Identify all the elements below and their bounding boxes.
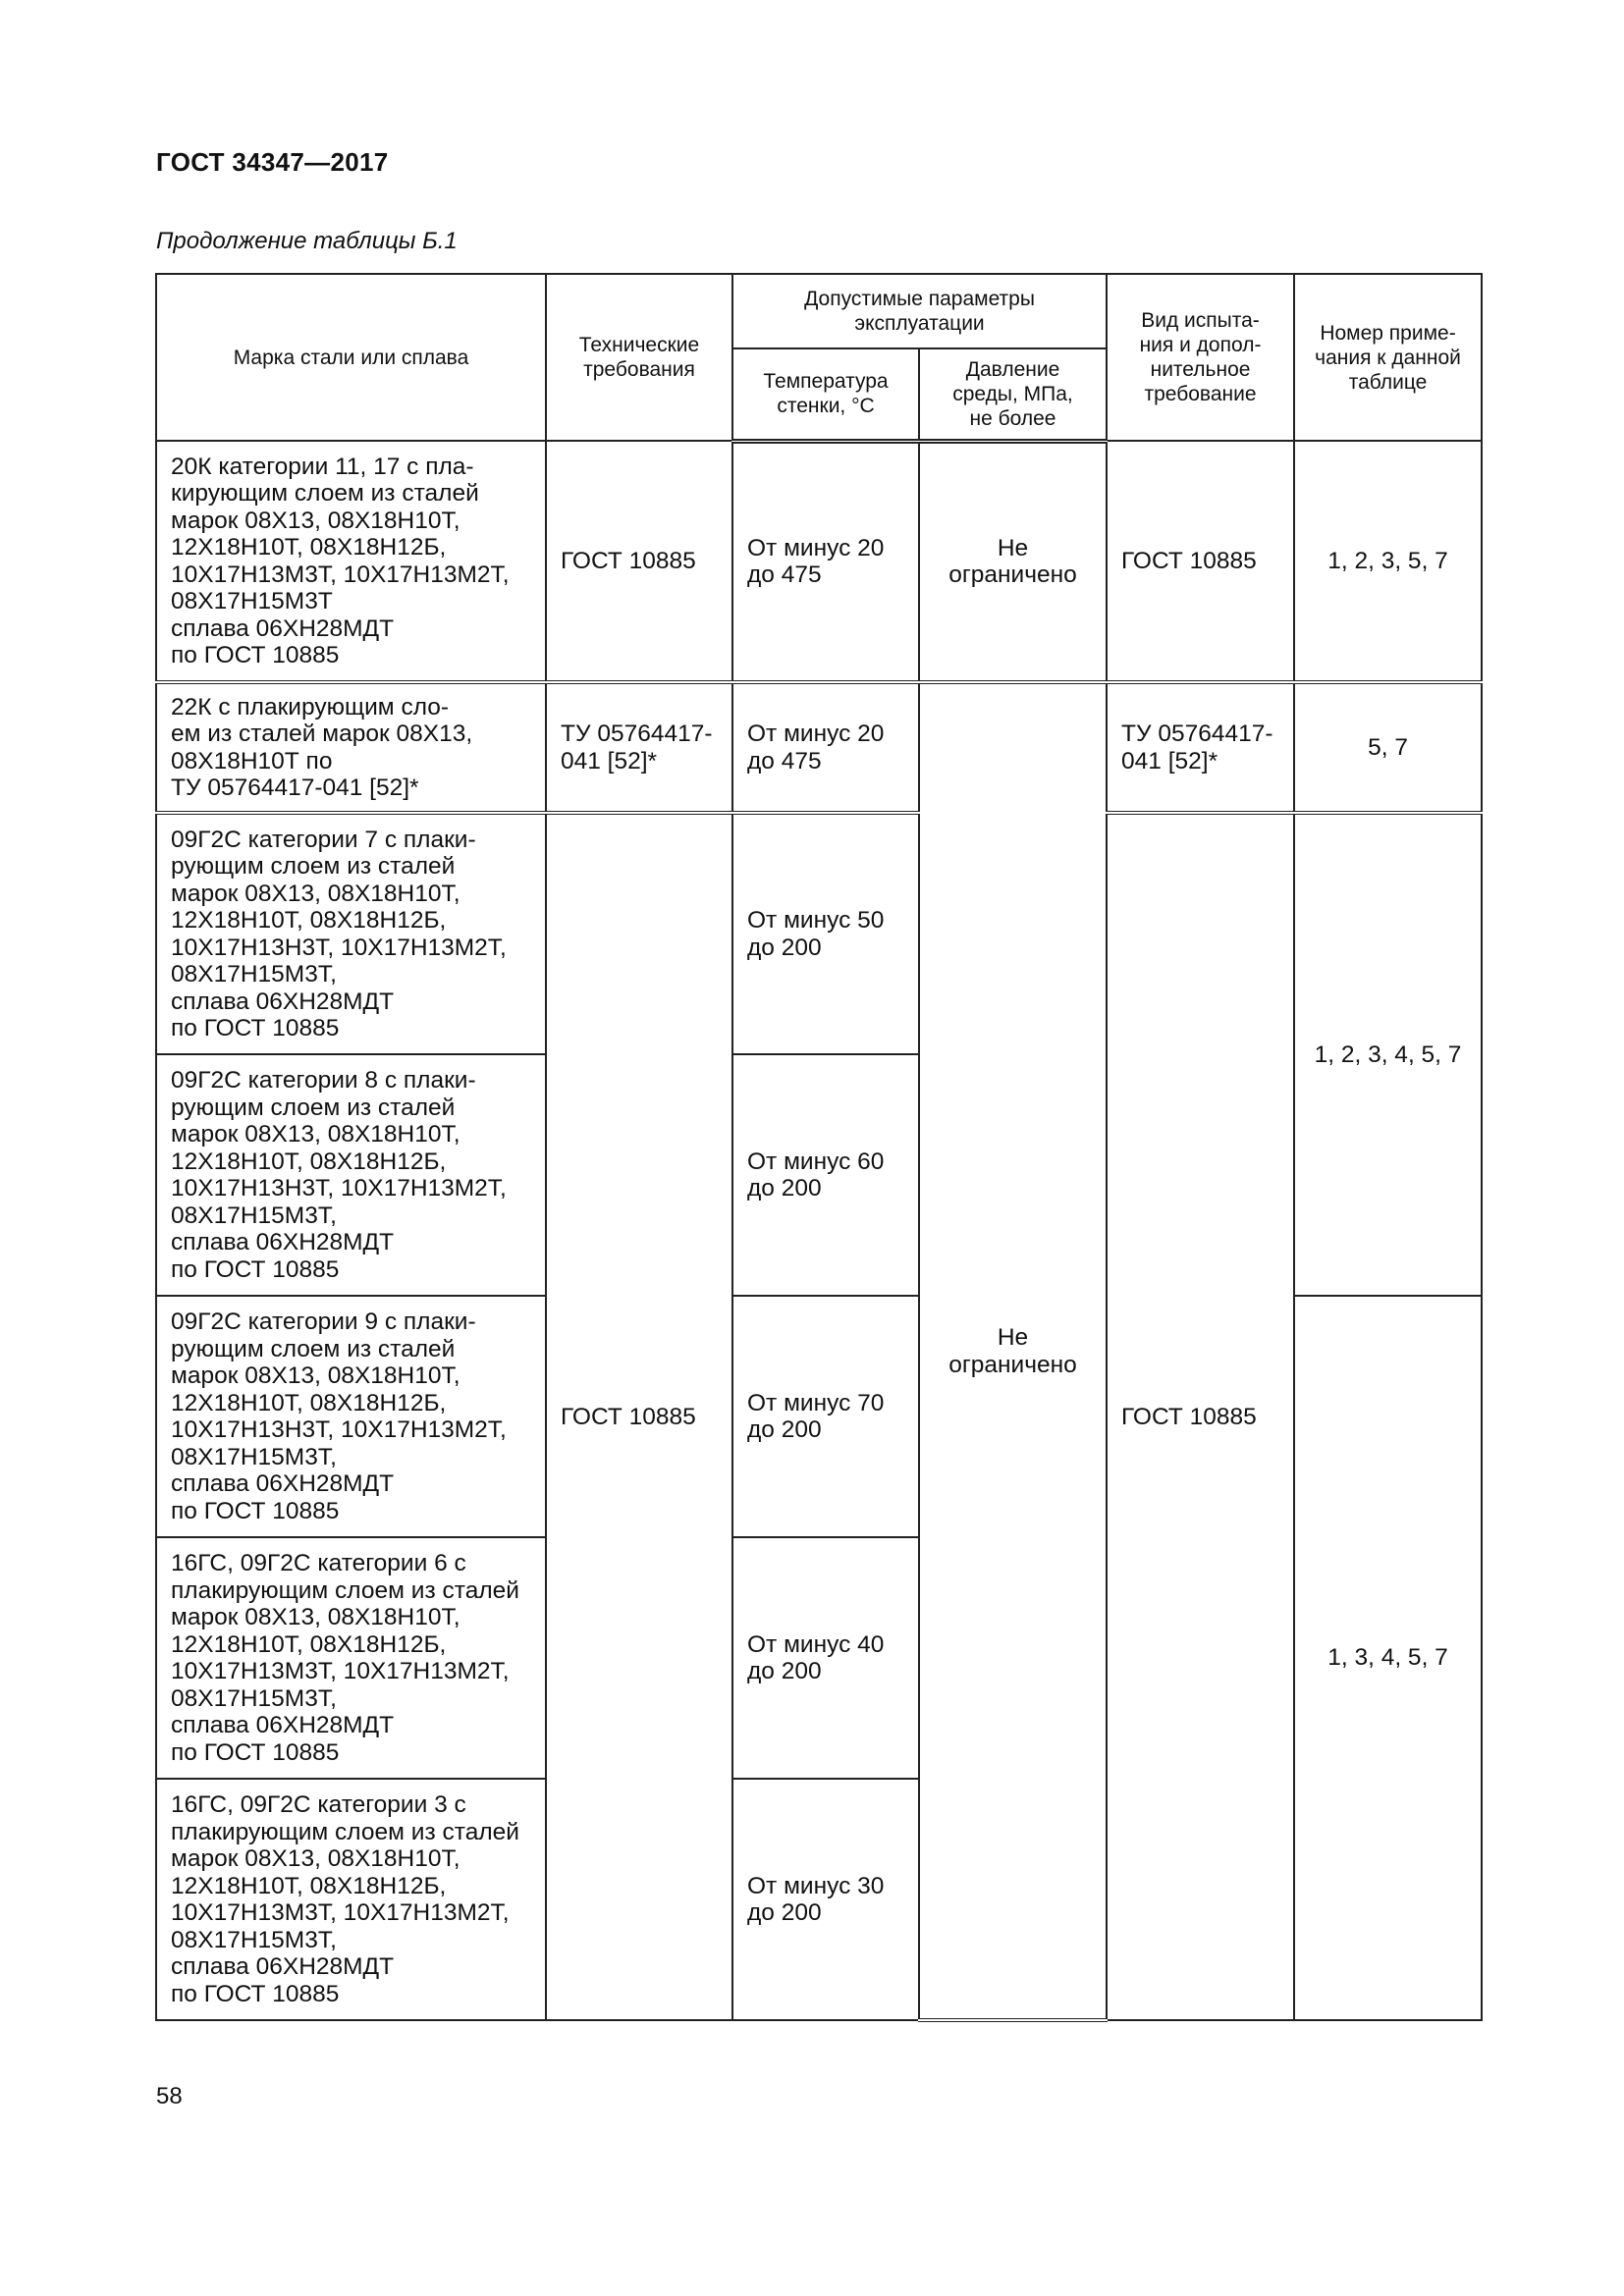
header-note-number: Номер приме- чания к данной таблице [1294, 274, 1482, 441]
cell-temp: От минус 20 до 475 [732, 682, 919, 813]
header-operating-params: Допустимые параметры эксплуатации [732, 274, 1107, 348]
cell-grade: 09Г2С категории 9 с плаки- рующим слоем из сталей марок 08Х13, 08Х18Н10Т, 12Х18Н10Т, 08Х18Н12Б, 10Х17Н13Н3Т, 10Х17Н13М2Т, 08Х17Н15М3Т, сплава 06ХН28МДТ по ГОСТ 10885 [156, 1296, 546, 1537]
table-row [156, 441, 1482, 682]
cell-temp: От минус 60 до 200 [732, 1054, 919, 1296]
cell-temp: От минус 40 до 200 [732, 1537, 919, 1779]
cell-tech-merged: ГОСТ 10885 [546, 813, 732, 2020]
header-tech-requirements: Технические требования [546, 274, 732, 441]
header-grade: Марка стали или сплава [156, 274, 546, 441]
document-header: ГОСТ 34347—2017 [156, 147, 389, 177]
cell-grade: 22К с плакирующим сло- ем из сталей марок 08Х13, 08Х18Н10Т по ТУ 05764417-041 [52]* [156, 682, 546, 813]
cell-test: ГОСТ 10885 [1107, 441, 1294, 682]
table-row [156, 682, 1482, 813]
table-caption: Продолжение таблицы Б.1 [156, 228, 458, 254]
cell-test-merged: ГОСТ 10885 [1107, 813, 1294, 2020]
cell-tech: ТУ 05764417- 041 [52]* [546, 682, 732, 813]
cell-grade: 20К категории 11, 17 с пла- кирующим слоем из сталей марок 08Х13, 08Х18Н10Т, 12Х18Н10Т, 08Х18Н12Б, 10Х17Н13М3Т, 10Х17Н13М2Т, 08Х17Н15М3Т сплава 06ХН28МДТ по ГОСТ 10885 [156, 441, 546, 682]
cell-note: 5, 7 [1294, 682, 1482, 813]
cell-grade: 09Г2С категории 8 с плаки- рующим слоем из сталей марок 08Х13, 08Х18Н10Т, 12Х18Н10Т, 08Х18Н12Б, 10Х17Н13Н3Т, 10Х17Н13М2Т, 08Х17Н15М3Т, сплава 06ХН28МДТ по ГОСТ 10885 [156, 1054, 546, 1296]
cell-grade: 16ГС, 09Г2С категории 6 с плакирующим слоем из сталей марок 08Х13, 08Х18Н10Т, 12Х18Н10Т, 08Х18Н12Б, 10Х17Н13М3Т, 10Х17Н13М2Т, 08Х17Н15М3Т, сплава 06ХН28МДТ по ГОСТ 10885 [156, 1537, 546, 1779]
cell-note-merged: 1, 3, 4, 5, 7 [1294, 1296, 1482, 2020]
cell-pressure: Не ограничено [919, 441, 1107, 682]
header-test-type: Вид испыта- ния и допол- нительное требование [1107, 274, 1294, 441]
cell-pressure-merged: Не ограничено [919, 682, 1107, 2020]
cell-tech: ГОСТ 10885 [546, 441, 732, 682]
header-pressure: Давление среды, МПа, не более [919, 348, 1107, 441]
header-wall-temperature: Температура стенки, °С [732, 348, 919, 441]
cell-temp: От минус 70 до 200 [732, 1296, 919, 1537]
cell-temp: От минус 30 до 200 [732, 1779, 919, 2020]
cell-note: 1, 2, 3, 5, 7 [1294, 441, 1482, 682]
steel-grades-table [155, 273, 1483, 2022]
cell-grade: 16ГС, 09Г2С категории 3 с плакирующим слоем из сталей марок 08Х13, 08Х18Н10Т, 12Х18Н10Т, 08Х18Н12Б, 10Х17Н13М3Т, 10Х17Н13М2Т, 08Х17Н15М3Т, сплава 06ХН28МДТ по ГОСТ 10885 [156, 1779, 546, 2020]
table-row [156, 813, 1482, 1054]
cell-grade: 09Г2С категории 7 с плаки- рующим слоем из сталей марок 08Х13, 08Х18Н10Т, 12Х18Н10Т, 08Х18Н12Б, 10Х17Н13Н3Т, 10Х17Н13М2Т, 08Х17Н15М3Т, сплава 06ХН28МДТ по ГОСТ 10885 [156, 813, 546, 1054]
cell-temp: От минус 50 до 200 [732, 813, 919, 1054]
cell-temp: От минус 20 до 475 [732, 441, 919, 682]
cell-note-merged: 1, 2, 3, 4, 5, 7 [1294, 813, 1482, 1296]
page-number: 58 [156, 2083, 183, 2109]
cell-test: ТУ 05764417- 041 [52]* [1107, 682, 1294, 813]
